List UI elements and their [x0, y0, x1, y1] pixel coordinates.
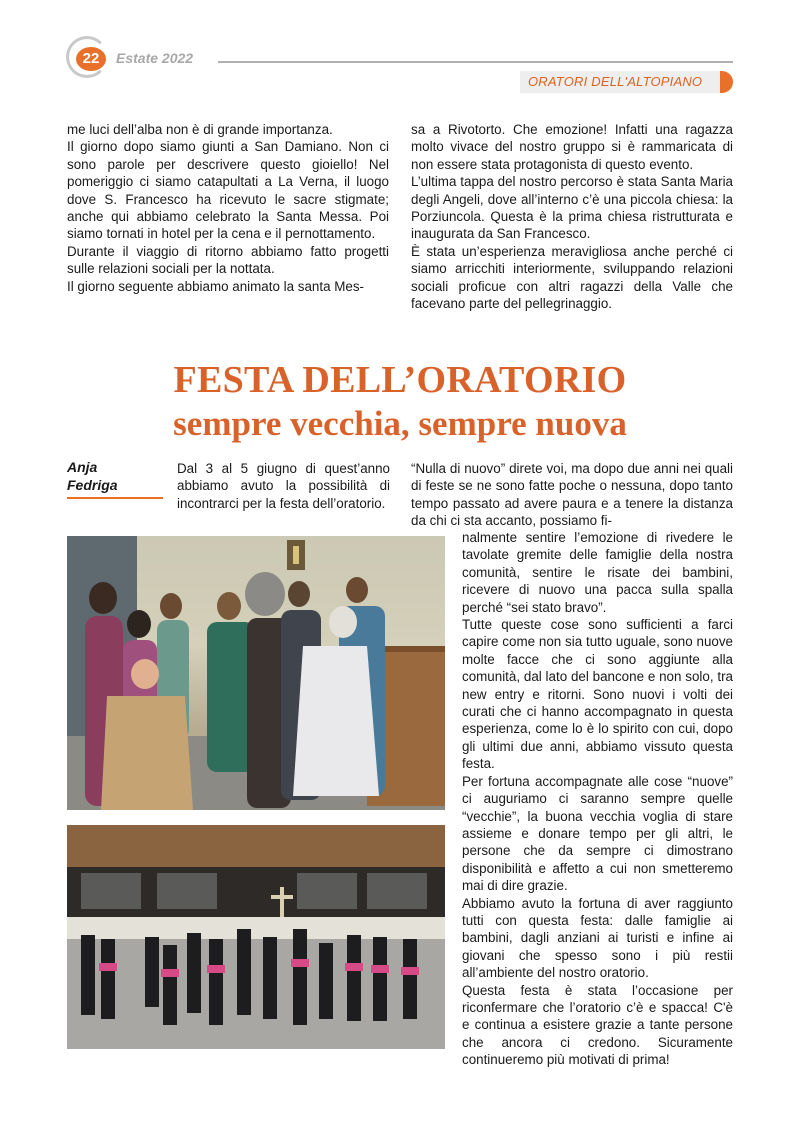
article-body-top: “Nulla di nuovo” direte voi, ma dopo due anni nei quali di feste se ne sono fatte poche o nessuna, dopo tanto tempo passato ad avere paura e a tenere la distanza da chi ci sta accanto, possiamo fi- [411, 461, 733, 529]
author-rule [67, 497, 163, 499]
author-first-name: Anja [67, 459, 98, 475]
paragraph: L’ultima tappa del nostro percorso è stata Santa Maria degli Angeli, dove all’interno c’è una piccola chiesa: la Porziuncola. Questa è la prima chiesa ristrutturata e inaugurata da San Francesco. [411, 174, 733, 242]
top-article-left-column [67, 121, 389, 295]
author-last-name: Fedriga [67, 477, 118, 493]
paragraph: Questa festa è stata l’occasione per riconfermare che l’oratorio c’è e spacca! C'è e continua a esistere grazie a tante persone che ancora ci credono. Sicuramente continueremo più motivati di prima! [462, 982, 733, 1068]
header-rule [218, 61, 733, 63]
article-intro: Dal 3 al 5 giugno di quest’anno abbiamo avuto la possibilità di incontrarci per la festa dell’oratorio. [177, 461, 390, 511]
article-subtitle: sempre vecchia, sempre nuova [173, 404, 627, 443]
paragraph: Abbiamo avuto la fortuna di aver raggiunto tutti con questa festa: dalle famiglie ai bambini, dagli anziani ai turisti e infine ai giovani che spesso sono i più restii all’ambiente del nostro oratorio. [462, 895, 733, 981]
article-body [462, 529, 733, 1069]
section-tab-cap [720, 71, 733, 93]
top-article-right-column [411, 121, 733, 312]
section-label: ORATORI DELL'ALTOPIANO [528, 74, 703, 89]
paragraph: Il giorno seguente abbiamo animato la santa Mes- [67, 278, 365, 294]
author-byline [67, 458, 118, 494]
paragraph: Il giorno dopo siamo giunti a San Damiano. Non ci sono parole per descrivere questo gioiello! Nel pomeriggio ci siamo catapultati a La Verna, il luogo dove S. Francesco ha ricevuto le sacre stigmate; anche qui abbiamo celebrato la Santa Messa. Poi siamo tornati in hotel per la cena e il pernottamento. [67, 139, 389, 242]
paragraph: Tutte queste cose sono sufficienti a farci capire come non sia tutto uguale, sono nuove molte facce che ci sono aggiunte alla comunità, dal lato del bancone e non solo, tra new entry e ritorni. Sono nuovi i volti dei curati che ci hanno accompagnato in questa esperienza, come lo è lo spirito con cui, dopo gli ultimi due anni, abbiamo vissuto questa festa. [462, 617, 733, 772]
paragraph: È stata un’esperienza meravigliosa anche perché ci siamo arricchiti interiormente, sviluppando relazioni sociali proficue con altri ragazzi della Valle che facevano parte del pellegrinaggio. [411, 243, 733, 312]
article-title: FESTA DELL’ORATORIO [173, 359, 627, 401]
paragraph: sa a Rivotorto. Che emozione! Infatti una ragazza molto vivace del nostro gruppo si è rammaricata di non essere stata protagonista di questo evento. [411, 122, 733, 172]
paragraph: me luci dell’alba non è di grande importanza. [67, 122, 333, 137]
issue-label: Estate 2022 [116, 50, 194, 66]
paragraph: Per fortuna accompagnate alle cose “nuove” ci auguriamo ci saranno sempre quelle “vecchie”, la buona vecchia voglia di stare assieme e donare tempo per gli altri, le persone che da sempre ci dimostrano disponibilità e affetto a cui non smetteremo mai di dire grazie. [462, 773, 733, 894]
paragraph: nalmente sentire l’emozione di rivedere le tavolate gremite delle famiglie della nostra comunità, sentire le risate dei bambini, ricevere di nuovo una pacca sulla spalla perché “sei stato bravo”. [462, 530, 733, 615]
page-number: 22 [76, 47, 106, 71]
paragraph: Durante il viaggio di ritorno abbiamo fatto progetti sulle relazioni sociali per la nottata. [67, 243, 389, 277]
photo-dance-group [67, 825, 445, 1049]
photo-costumed-group [67, 536, 445, 810]
